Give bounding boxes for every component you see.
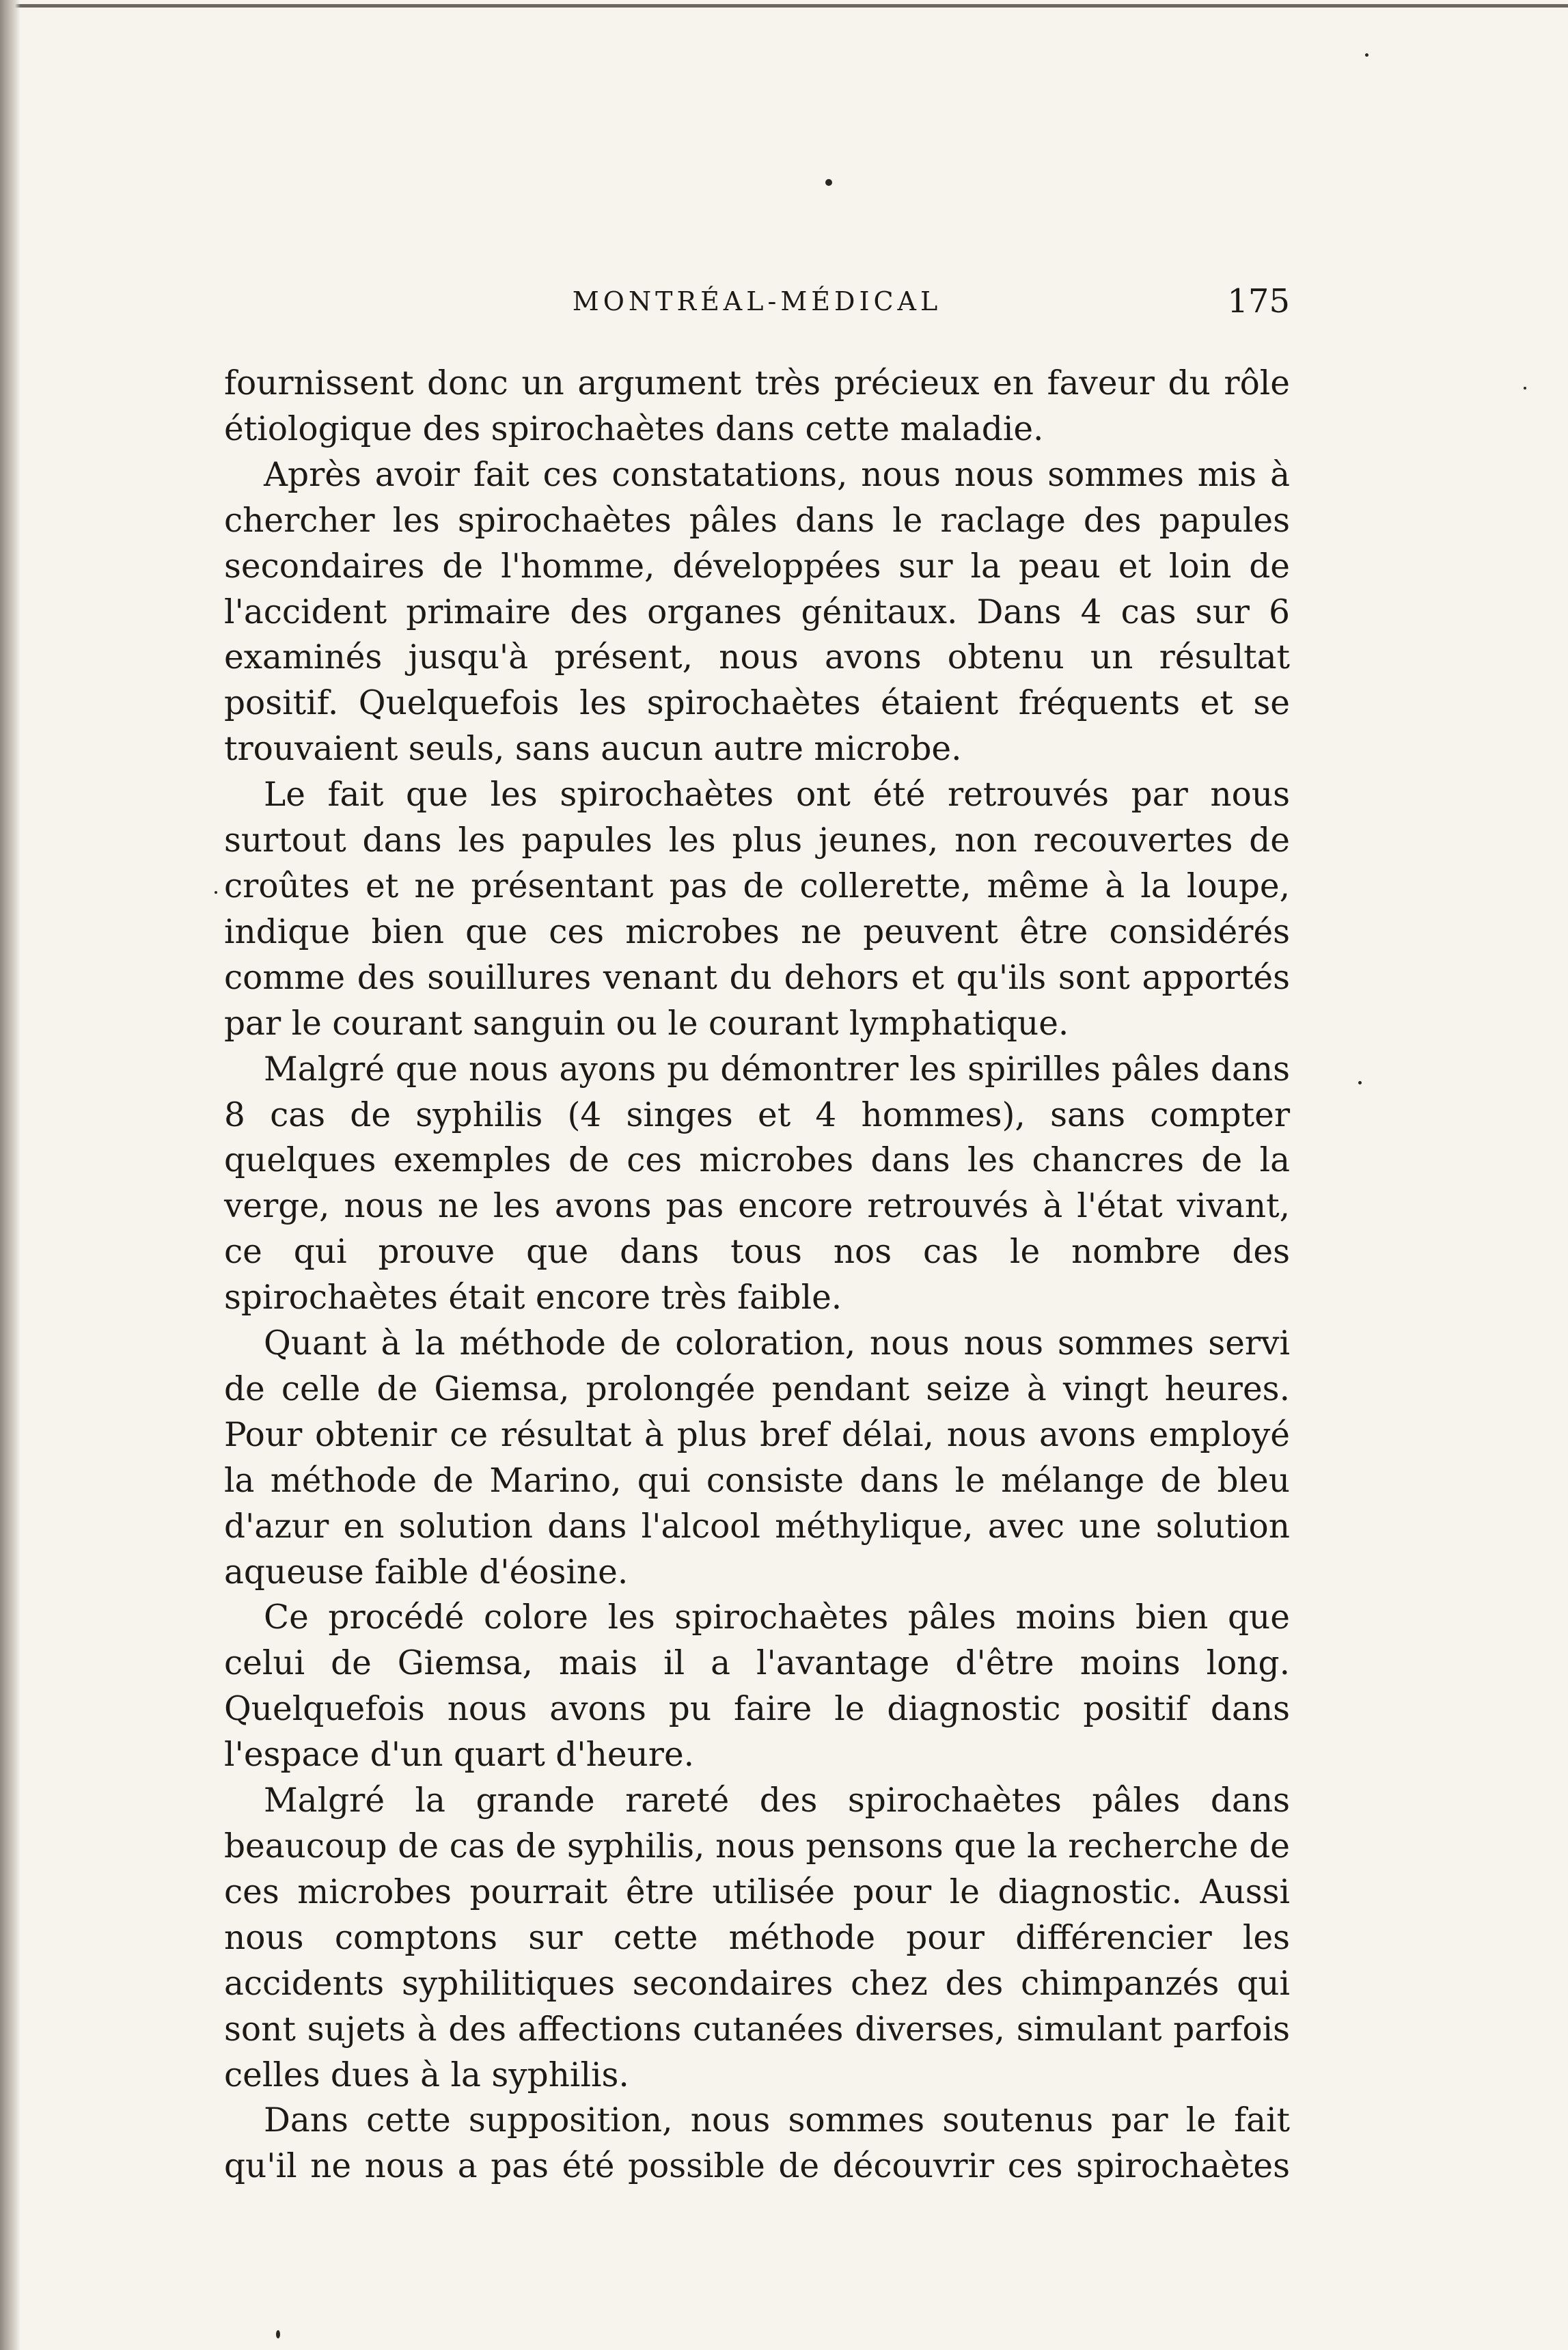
ink-speck (215, 891, 217, 894)
page-number: 175 (1227, 282, 1290, 320)
ink-speck (1524, 387, 1526, 390)
page-left-edge (0, 0, 20, 2350)
ink-speck (1358, 1081, 1362, 1084)
paragraph: Dans cette supposition, nous sommes soutenus par le fait qu'il ne nous a pas été possible de découvrir ces spirochaètes (224, 2101, 1290, 2186)
ink-speck (276, 2330, 280, 2338)
paragraph: Quant à la méthode de coloration, nous nous sommes servi de celle de Giemsa, prolongée pendant seize à vingt heures. Pour obtenir ce résultat à plus bref délai, nous avons employé la méthode de Marino, qui consiste dans le mélange de bleu d'azur en solution dans l'alcool méthylique, avec une solution aqueuse faible d'éosine. (224, 1324, 1290, 1591)
running-title: MONTRÉAL-MÉDICAL (572, 286, 942, 316)
running-header (224, 277, 1290, 325)
ink-speck (1365, 53, 1368, 57)
body-text (224, 361, 1290, 2189)
paragraph: Malgré la grande rareté des spirochaètes pâles dans beaucoup de cas de syphilis, nous pensons que la recherche de ces microbes pourrait être utilisée pour le diagnostic. Aussi nous comptons sur cette méthode pour différencier les accidents syphilitiques secondaires chez des chimpanzés qui sont sujets à des affections cutanées diverses, simulant parfois celles dues à la syphilis. (224, 1781, 1290, 2094)
paragraph: Après avoir fait ces constatations, nous nous sommes mis à chercher les spirochaètes pâles dans le raclage des papules secondaires de l'homme, développées sur la peau et loin de l'accident primaire des organes génitaux. Dans 4 cas sur 6 examinés jusqu'à présent, nous avons obtenu un résultat positif. Quelquefois les spirochaètes étaient fréquents et se trouvaient seuls, sans aucun autre microbe. (224, 455, 1290, 769)
paragraph: Ce procédé colore les spirochaètes pâles moins bien que celui de Giemsa, mais il a l'avantage d'être moins long. Quelquefois nous avons pu faire le diagnostic positif dans l'espace d'un quart d'heure. (224, 1598, 1290, 1775)
ink-speck (825, 179, 832, 186)
paragraph: fournissent donc un argument très précieux en faveur du rôle étiologique des spirochaètes dans cette maladie. (224, 364, 1290, 448)
paragraph: Le fait que les spirochaètes ont été retrouvés par nous surtout dans les papules les plus jeunes, non recouvertes de croûtes et ne présentant pas de collerette, même à la loupe, indique bien que ces microbes ne peuvent être considérés comme des souillures venant du dehors et qu'ils sont apportés par le courant sanguin ou le courant lymphatique. (224, 776, 1290, 1043)
paragraph: Malgré que nous ayons pu démontrer les spirilles pâles dans 8 cas de syphilis (4 singes et 4 hommes), sans compter quelques exemples de ces microbes dans les chancres de la verge, nous ne les avons pas encore retrouvés à l'état vivant, ce qui prouve que dans tous nos cas le nombre des spirochaètes était encore très faible. (224, 1050, 1290, 1317)
top-border-rule (0, 4, 1568, 8)
